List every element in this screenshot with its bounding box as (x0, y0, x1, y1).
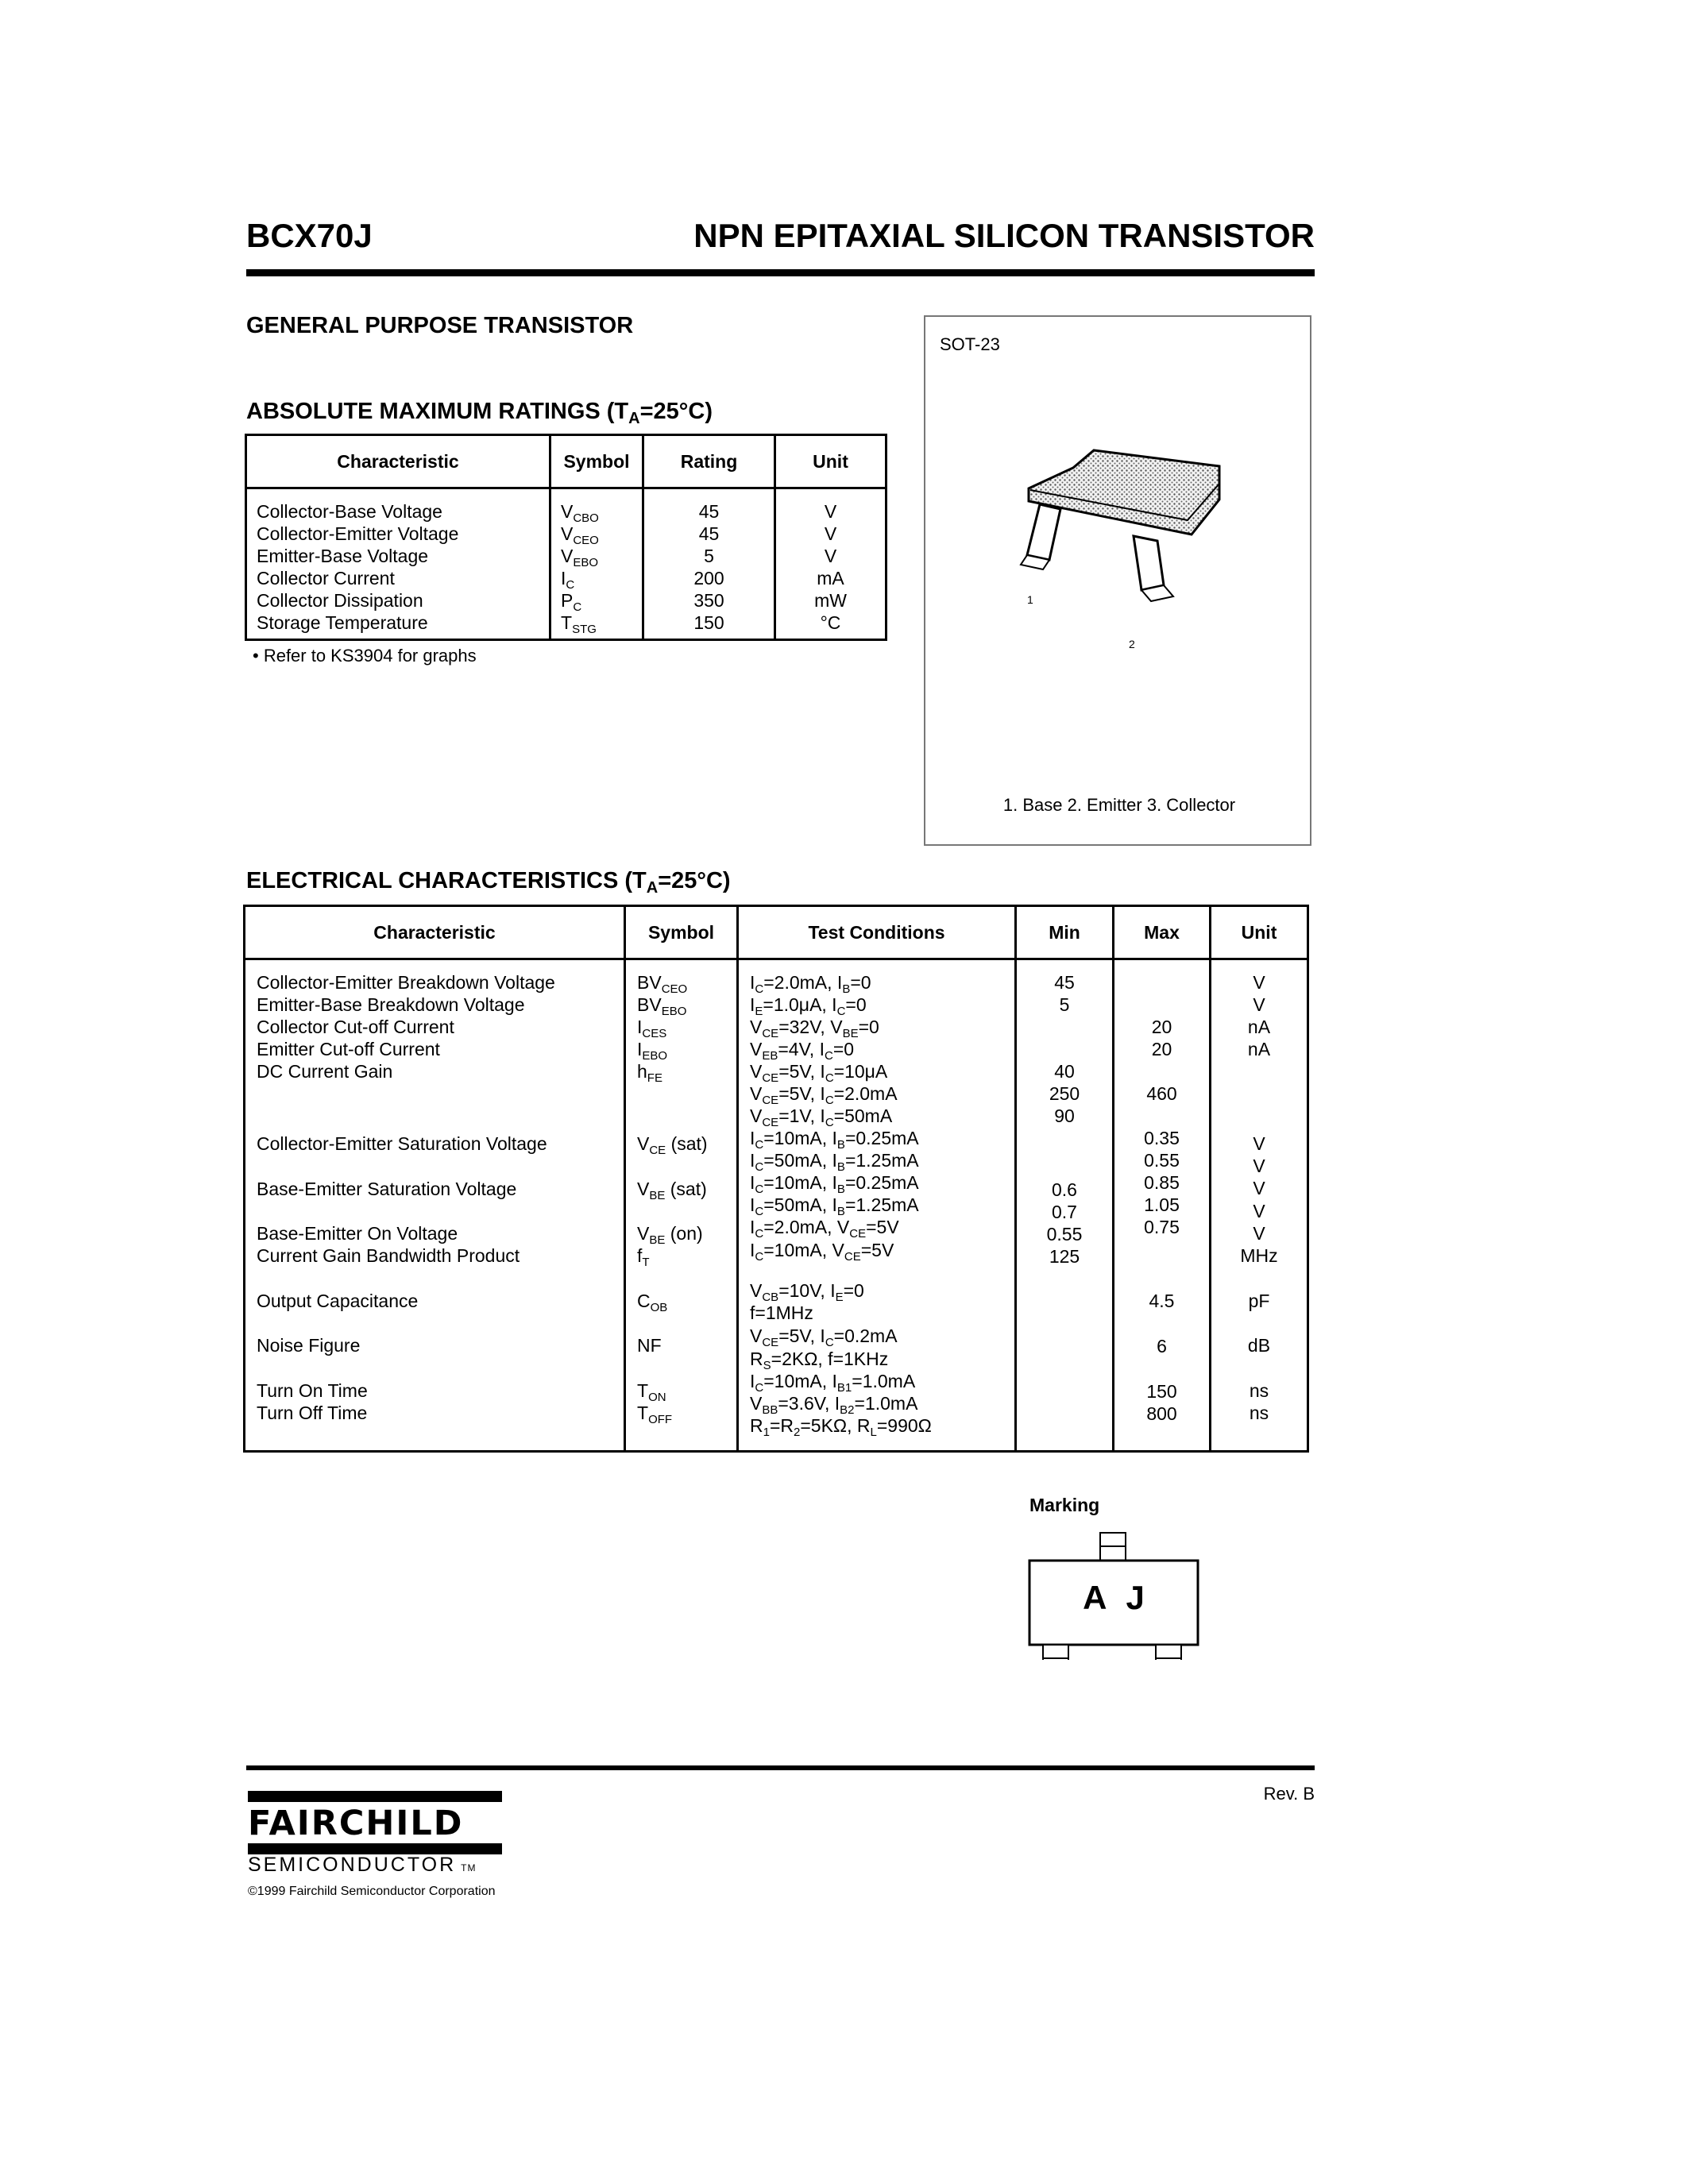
condition-text: =2.0mA, I (763, 972, 843, 993)
elec-col-symbol: Symbol (625, 906, 738, 959)
test-condition (739, 1105, 1014, 1127)
abs-col-characteristic: Characteristic (246, 435, 550, 488)
condition-subscript: C (755, 1250, 764, 1264)
graphs-note: • Refer to KS3904 for graphs (253, 646, 477, 666)
abs-unit: V (824, 546, 837, 566)
condition-subscript: CE (849, 1227, 867, 1241)
max-value: 460 (1146, 1083, 1177, 1104)
elec-characteristic: Base-Emitter Saturation Voltage (257, 1179, 517, 1199)
test-condition (739, 1016, 1014, 1038)
condition-subscript: CE (844, 1250, 861, 1264)
condition-subscript: CE (762, 1071, 779, 1085)
general-purpose-heading: GENERAL PURPOSE TRANSISTOR (246, 313, 634, 338)
abs-col-unit: Unit (775, 435, 886, 488)
symbol-main: I (637, 1039, 643, 1059)
marking-label: Marking (1029, 1495, 1100, 1515)
unit-value: V (1253, 1201, 1265, 1221)
condition-text: I (750, 1194, 755, 1215)
condition-text: =0 (843, 1280, 864, 1301)
abs-max-title-sub: A (628, 410, 640, 427)
test-condition (739, 1392, 1014, 1417)
symbol-main: I (561, 568, 566, 588)
revision: Rev. B (1263, 1784, 1315, 1804)
condition-text: I (750, 1150, 755, 1171)
symbol-suffix: (sat) (666, 1133, 708, 1154)
elec-symbol (626, 1402, 736, 1424)
elec-symbol (626, 1334, 736, 1356)
condition-subscript: CB (762, 1291, 779, 1304)
test-condition (739, 1216, 1014, 1241)
unit-value: nA (1247, 1017, 1271, 1037)
abs-symbol (551, 545, 642, 567)
elec-characteristic: Output Capacitance (257, 1291, 419, 1311)
condition-text: =32V, V (778, 1017, 843, 1037)
condition-text: R (750, 1415, 763, 1436)
condition-text: =0 (832, 1039, 855, 1059)
elec-col-min: Min (1016, 906, 1114, 959)
condition-text: =10mA, I (763, 1128, 837, 1148)
abs-symbol (551, 500, 642, 523)
logo-bar-bottom (248, 1843, 502, 1854)
max-value: 0.75 (1144, 1217, 1180, 1237)
condition-subscript: C (755, 982, 764, 996)
test-condition (739, 1279, 1014, 1302)
condition-subscript: C (824, 1049, 833, 1063)
unit-value: nA (1247, 1039, 1271, 1059)
elec-max-cell (1114, 959, 1211, 1452)
elec-sym-cell (625, 959, 738, 1452)
condition-text: =10mA, V (763, 1240, 844, 1260)
condition-subscript: C (755, 1160, 764, 1174)
abs-col-symbol: Symbol (550, 435, 643, 488)
test-condition (739, 1370, 1014, 1395)
test-condition (739, 1127, 1014, 1152)
condition-subscript: B (836, 1138, 845, 1152)
abs-unit: mA (817, 568, 844, 588)
condition-text: =0 (850, 972, 871, 993)
min-value: 5 (1059, 994, 1070, 1015)
abs-symbol (551, 523, 642, 545)
elec-symbol (626, 1178, 736, 1200)
symbol-main: V (637, 1179, 650, 1199)
symbol-subscript: CEO (661, 982, 688, 996)
symbol-subscript: EBO (642, 1049, 668, 1063)
test-condition (739, 971, 1014, 994)
max-value: 0.35 (1144, 1128, 1180, 1148)
condition-subscript: C (755, 1205, 764, 1218)
symbol-subscript: OFF (648, 1413, 673, 1426)
symbol-subscript: BE (649, 1189, 666, 1202)
symbol-subscript: BE (649, 1233, 666, 1247)
abs-characteristic: Collector-Base Voltage (257, 501, 442, 522)
condition-subscript: B (836, 1205, 845, 1218)
condition-text: =1.0mA (852, 1371, 916, 1391)
footer-rule (246, 1765, 1315, 1770)
symbol-subscript: C (566, 578, 575, 592)
condition-subscript: B (836, 1183, 845, 1196)
elec-col-conditions: Test Conditions (738, 906, 1016, 959)
condition-subscript: C (825, 1071, 834, 1085)
condition-text: =1V, I (778, 1106, 825, 1126)
elec-col-characteristic: Characteristic (245, 906, 625, 959)
condition-subscript: B2 (840, 1403, 855, 1417)
symbol-subscript: EBO (573, 556, 599, 569)
test-condition (739, 1149, 1014, 1174)
part-number: BCX70J (246, 217, 373, 254)
semiconductor-wordmark (248, 1854, 477, 1877)
elec-title-prefix: ELECTRICAL CHARACTERISTICS (T (246, 868, 647, 893)
condition-text: =5V, I (778, 1325, 825, 1346)
elec-symbol (626, 994, 736, 1016)
package-name: SOT-23 (940, 334, 1000, 354)
condition-text: =1.0mA (854, 1393, 918, 1414)
pin-2-label: 2 (1129, 638, 1135, 650)
abs-rating: 150 (693, 612, 724, 633)
elec-title-sub: A (646, 879, 659, 897)
elec-heading (246, 866, 731, 897)
max-value: 0.55 (1144, 1150, 1180, 1171)
condition-text: V (750, 1061, 763, 1082)
test-condition (739, 1194, 1014, 1216)
condition-text: =1.25mA (844, 1150, 919, 1171)
condition-subscript: E (755, 1005, 763, 1018)
symbol-subscript: ON (648, 1391, 666, 1404)
condition-text: V (750, 1083, 763, 1104)
condition-subscript: CE (762, 1336, 779, 1349)
max-value: 150 (1146, 1381, 1177, 1402)
condition-subscript: BB (762, 1403, 778, 1417)
symbol-main: NF (637, 1335, 662, 1356)
min-value: 0.55 (1046, 1224, 1083, 1244)
condition-text: =5V (866, 1217, 899, 1237)
min-value: 0.7 (1052, 1202, 1077, 1222)
condition-text: =5KΩ, R (800, 1415, 871, 1436)
symbol-main: BV (637, 972, 662, 993)
elec-cond-cell (738, 959, 1016, 1452)
condition-subscript: 2 (794, 1426, 801, 1439)
pin-1-label: 1 (1027, 593, 1033, 606)
elec-characteristic: Turn On Time (257, 1380, 368, 1401)
unit-value: ns (1249, 1380, 1269, 1401)
condition-subscript: CE (762, 1094, 779, 1107)
electrical-table (243, 905, 1309, 1453)
symbol-main: C (637, 1291, 651, 1311)
condition-subscript: C (755, 1227, 764, 1241)
condition-subscript: C (825, 1116, 834, 1129)
pin-caption: 1. Base 2. Emitter 3. Collector (1002, 795, 1236, 815)
symbol-main: I (637, 1017, 643, 1037)
symbol-main: V (637, 1133, 650, 1154)
condition-subscript: B (836, 1160, 845, 1174)
min-value: 45 (1054, 972, 1075, 993)
abs-max-title-prefix: ABSOLUTE MAXIMUM RATINGS (T (246, 399, 629, 424)
elec-symbol (626, 1379, 736, 1402)
symbol-subscript: CEO (573, 534, 599, 547)
unit-value: pF (1248, 1291, 1270, 1311)
abs-characteristic: Collector Dissipation (257, 590, 423, 611)
symbol-subscript: T (642, 1256, 650, 1269)
condition-text: I (750, 994, 755, 1015)
condition-text: V (750, 1325, 763, 1346)
elec-symbol (626, 1290, 736, 1312)
condition-text: =5V (860, 1240, 894, 1260)
abs-rating: 45 (698, 501, 720, 522)
symbol-main: V (637, 1223, 650, 1244)
elec-characteristic: Emitter Cut-off Current (257, 1039, 440, 1059)
header-rule (246, 269, 1315, 276)
unit-value: V (1253, 1223, 1265, 1244)
abs-characteristic: Collector Current (257, 568, 395, 588)
condition-text: =50mA, I (763, 1194, 837, 1215)
condition-text: =1.0μA, I (763, 994, 837, 1015)
condition-text: V (750, 1393, 763, 1414)
symbol-subscript: FE (647, 1071, 662, 1085)
elec-symbol (626, 1016, 736, 1038)
abs-unit: V (824, 523, 837, 544)
symbol-subscript: STG (572, 623, 597, 636)
condition-text: =10V, I (778, 1280, 836, 1301)
condition-text: I (750, 1128, 755, 1148)
symbol-subscript: C (573, 600, 582, 614)
symbol-suffix: (sat) (665, 1179, 707, 1199)
condition-subscript: 1 (763, 1426, 770, 1439)
condition-subscript: B (842, 982, 851, 996)
condition-text: I (750, 1371, 755, 1391)
semiconductor-text: SEMICONDUCTOR (248, 1854, 457, 1876)
symbol-main: V (561, 546, 574, 566)
abs-symbol (551, 589, 642, 612)
elec-col-max: Max (1114, 906, 1211, 959)
condition-text: =0.2mA (833, 1325, 898, 1346)
min-value: 125 (1049, 1246, 1080, 1267)
abs-characteristic: Collector-Emitter Voltage (257, 523, 459, 544)
symbol-main: V (561, 523, 574, 544)
elec-symbol (626, 1133, 736, 1155)
document-title: NPN EPITAXIAL SILICON TRANSISTOR (693, 217, 1315, 254)
condition-subscript: CE (762, 1116, 779, 1129)
condition-text: =3.6V, I (778, 1393, 840, 1414)
elec-characteristic: Noise Figure (257, 1335, 361, 1356)
max-value: 800 (1146, 1403, 1177, 1424)
abs-max-title-suffix: =25°C) (639, 399, 713, 424)
min-value: 0.6 (1052, 1179, 1077, 1200)
condition-subscript: B1 (836, 1381, 852, 1395)
abs-char-cell (246, 488, 550, 640)
abs-sym-cell (550, 488, 643, 640)
max-value: 0.85 (1144, 1172, 1180, 1193)
abs-rating: 200 (693, 568, 724, 588)
elec-characteristic: Emitter-Base Breakdown Voltage (257, 994, 525, 1015)
symbol-subscript: CES (642, 1027, 667, 1040)
symbol-main: P (561, 590, 574, 611)
condition-text: =2.0mA, V (763, 1217, 850, 1237)
min-value: 250 (1049, 1083, 1080, 1104)
condition-text: V (750, 1039, 763, 1059)
abs-symbol (551, 567, 642, 592)
elec-characteristic: Base-Emitter On Voltage (257, 1223, 458, 1244)
test-condition (739, 1302, 1014, 1324)
fairchild-logo (248, 1791, 502, 1854)
symbol-subscript: OB (650, 1301, 668, 1314)
unit-value: MHz (1240, 1245, 1278, 1266)
symbol-main: h (637, 1061, 647, 1082)
condition-text: =0.25mA (844, 1172, 919, 1193)
test-condition (739, 1348, 1014, 1370)
sot23-package-drawing (925, 317, 1313, 847)
condition-subscript: BE (842, 1027, 859, 1040)
condition-text: =4V, I (778, 1039, 825, 1059)
condition-text: I (750, 972, 755, 993)
elec-unit-cell (1211, 959, 1308, 1452)
abs-rating: 45 (698, 523, 720, 544)
condition-text: I (750, 1217, 755, 1237)
copyright: ©1999 Fairchild Semiconductor Corporation (248, 1885, 496, 1898)
abs-unit: °C (820, 612, 841, 633)
condition-text: =990Ω (876, 1415, 932, 1436)
logo-bar-top (248, 1791, 502, 1802)
abs-max-heading (246, 397, 713, 428)
condition-text: f=1MHz (750, 1302, 813, 1323)
package-box (924, 315, 1311, 846)
condition-subscript: C (836, 1005, 846, 1018)
abs-symbol (551, 612, 642, 634)
condition-text: I (750, 1172, 755, 1193)
abs-unit-cell (775, 488, 886, 640)
condition-subscript: C (755, 1381, 764, 1395)
condition-text: =2.0mA (833, 1083, 898, 1104)
elec-symbol (626, 1222, 736, 1247)
trademark-mark: TM (461, 1862, 477, 1873)
condition-text: I (750, 1240, 755, 1260)
elec-symbol (626, 1060, 736, 1085)
elec-characteristic: Collector Cut-off Current (257, 1017, 454, 1037)
symbol-main: V (561, 501, 574, 522)
marking-code: A J (1083, 1579, 1145, 1616)
condition-text: =0 (858, 1017, 879, 1037)
condition-text: =0 (845, 994, 867, 1015)
elec-characteristic: Current Gain Bandwidth Product (257, 1245, 520, 1266)
condition-subscript: C (755, 1183, 764, 1196)
symbol-subscript: EBO (661, 1005, 687, 1018)
test-condition (739, 1239, 1014, 1264)
elec-col-unit: Unit (1211, 906, 1308, 959)
condition-subscript: C (825, 1094, 834, 1107)
abs-rating: 350 (693, 590, 724, 611)
condition-text: R (750, 1349, 763, 1369)
test-condition (739, 1171, 1014, 1194)
test-condition (739, 1038, 1014, 1063)
condition-text: =R (769, 1415, 794, 1436)
max-value: 20 (1151, 1017, 1172, 1037)
symbol-suffix: (on) (665, 1223, 703, 1244)
elec-characteristic: Collector-Emitter Breakdown Voltage (257, 972, 555, 993)
elec-symbol (626, 1038, 736, 1063)
symbol-main: f (637, 1245, 643, 1266)
abs-unit: mW (814, 590, 847, 611)
abs-characteristic: Storage Temperature (257, 612, 428, 633)
condition-subscript: C (825, 1336, 834, 1349)
condition-text: =0.25mA (844, 1128, 919, 1148)
elec-char-cell (245, 959, 625, 1452)
condition-text: =10mA, I (763, 1371, 837, 1391)
symbol-subscript: CE (649, 1144, 666, 1157)
condition-subscript: E (835, 1291, 844, 1304)
condition-subscript: CE (762, 1027, 779, 1040)
condition-text: =50mA, I (763, 1150, 837, 1171)
test-condition (739, 1060, 1014, 1085)
unit-value: V (1253, 1133, 1265, 1154)
symbol-main: T (637, 1403, 649, 1423)
condition-text: V (750, 1017, 763, 1037)
condition-text: =50mA (833, 1106, 893, 1126)
unit-value: V (1253, 994, 1265, 1015)
abs-rating: 5 (704, 546, 714, 566)
test-condition (739, 994, 1014, 1016)
elec-symbol (626, 1244, 736, 1267)
elec-characteristic: Turn Off Time (257, 1403, 368, 1423)
max-value: 1.05 (1144, 1194, 1180, 1215)
condition-subscript: EB (762, 1049, 778, 1063)
abs-col-rating: Rating (643, 435, 775, 488)
symbol-subscript: CBO (573, 511, 599, 525)
elec-title-suffix: =25°C) (658, 868, 731, 893)
logo-wordmark: FAIRCHILD (248, 1804, 464, 1843)
unit-value: V (1253, 1178, 1265, 1198)
abs-max-table (245, 434, 887, 641)
min-value: 90 (1054, 1106, 1075, 1126)
symbol-main: T (561, 612, 573, 633)
condition-text: =10mA, I (763, 1172, 837, 1193)
abs-rating-cell (643, 488, 775, 640)
symbol-main: BV (637, 994, 662, 1015)
unit-value: dB (1247, 1335, 1271, 1356)
unit-value: V (1253, 1156, 1265, 1176)
elec-characteristic: DC Current Gain (257, 1061, 393, 1082)
abs-characteristic: Emitter-Base Voltage (257, 546, 429, 566)
condition-text: =5V, I (778, 1083, 825, 1104)
condition-text: =2KΩ, f=1KHz (771, 1349, 889, 1369)
condition-text: =1.25mA (844, 1194, 919, 1215)
test-condition (739, 1082, 1014, 1105)
condition-text: V (750, 1106, 763, 1126)
test-condition (739, 1325, 1014, 1347)
condition-subscript: L (870, 1426, 877, 1439)
condition-subscript: C (755, 1138, 764, 1152)
symbol-main: T (637, 1380, 649, 1401)
max-value: 6 (1157, 1336, 1167, 1356)
test-condition (739, 1414, 1014, 1437)
unit-value: ns (1249, 1403, 1269, 1423)
elec-characteristic: Collector-Emitter Saturation Voltage (257, 1133, 547, 1154)
condition-text: =5V, I (778, 1061, 825, 1082)
max-value: 20 (1151, 1039, 1172, 1059)
unit-value: V (1253, 972, 1265, 993)
max-value: 4.5 (1149, 1291, 1175, 1311)
elec-min-cell (1016, 959, 1114, 1452)
min-value: 40 (1054, 1061, 1075, 1082)
condition-text: V (750, 1280, 763, 1301)
elec-symbol (626, 971, 736, 994)
abs-unit: V (824, 501, 837, 522)
condition-text: =10μA (833, 1061, 888, 1082)
condition-subscript: S (763, 1359, 771, 1372)
